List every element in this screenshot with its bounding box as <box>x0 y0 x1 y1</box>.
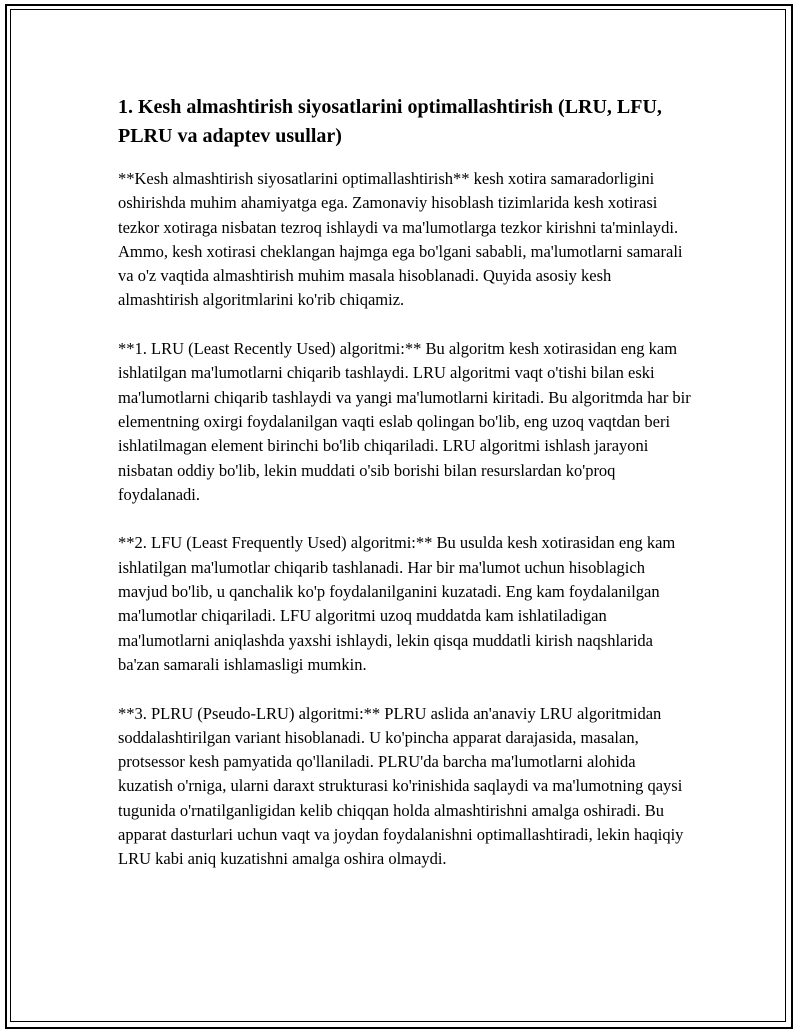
lru-paragraph: **1. LRU (Least Recently Used) algoritmi:** Bu algoritm kesh xotirasidan eng kam ishlatilgan ma'lumotlarni chiqarib tashlaydi. LRU algoritmi vaqt o'tishi bilan eski ma'lumotlarni chiqarib tashlaydi va yangi ma'lumotlarni kiritadi. Bu algoritmda har bir elementning oxirgi foydalanilgan vaqti eslab qolingan bo'lib, eng uzoq vaqtdan beri ishlatilmagan element birinchi bo'lib chiqariladi. LRU algoritmi ishlash jarayoni nisbatan oddiy bo'lib, lekin muddati o'sib borishi bilan resurslardan ko'proq foydalanadi. <box>118 339 691 504</box>
document-body <box>118 93 693 896</box>
section-heading: 1. Kesh almashtirish siyosatlarini optimallashtirish (LRU, LFU, PLRU va adaptev usullar) <box>118 96 662 147</box>
lfu-paragraph: **2. LFU (Least Frequently Used) algoritmi:** Bu usulda kesh xotirasidan eng kam ishlatilgan ma'lumotlar chiqarib tashlanadi. Har bir ma'lumot uchun hisoblagich mavjud bo'lib, u qanchalik ko'p foydalanilganini kuzatadi. Eng kam foydalanilgan ma'lumotlar chiqariladi. LFU algoritmi uzoq muddatda kam ishlatiladigan ma'lumotlarni aniqlashda yaxshi ishlaydi, lekin qisqa muddatli kirish naqshlarida ba'zan samarali ishlamasligi mumkin. <box>118 533 676 674</box>
intro-paragraph: **Kesh almashtirish siyosatlarini optimallashtirish** kesh xotira samaradorligini oshirishda muhim ahamiyatga ega. Zamonaviy hisoblash tizimlarida kesh xotirasi tezkor xotiraga nisbatan tezroq ishlaydi va ma'lumotlarga tezkor kirishni ta'minlaydi. Ammo, kesh xotirasi cheklangan hajmga ega bo'lgani sababli, ma'lumotlarni samarali va o'z vaqtida almashtirish muhim masala hisoblanadi. Quyida asosiy kesh almashtirish algoritmlarini ko'rib chiqamiz. <box>118 169 683 310</box>
plru-paragraph: **3. PLRU (Pseudo-LRU) algoritmi:** PLRU aslida an'anaviy LRU algoritmidan soddalashtirilgan variant hisoblanadi. U ko'pincha apparat darajasida, masalan, protsessor kesh pamyatida qo'llaniladi. PLRU'da barcha ma'lumotlarni alohida kuzatish o'rniga, ularni daraxt strukturasi ko'rinishida saqlaydi va ma'lumotning qaysi tugunida o'rnatilganligidan kelib chiqqan holda almashtirishni amalga oshiradi. Bu apparat dasturlari uchun vaqt va joydan foydalanishni optimallashtiradi, lekin haqiqiy LRU kabi aniq kuzatishni amalga oshira olmaydi. <box>118 703 684 869</box>
